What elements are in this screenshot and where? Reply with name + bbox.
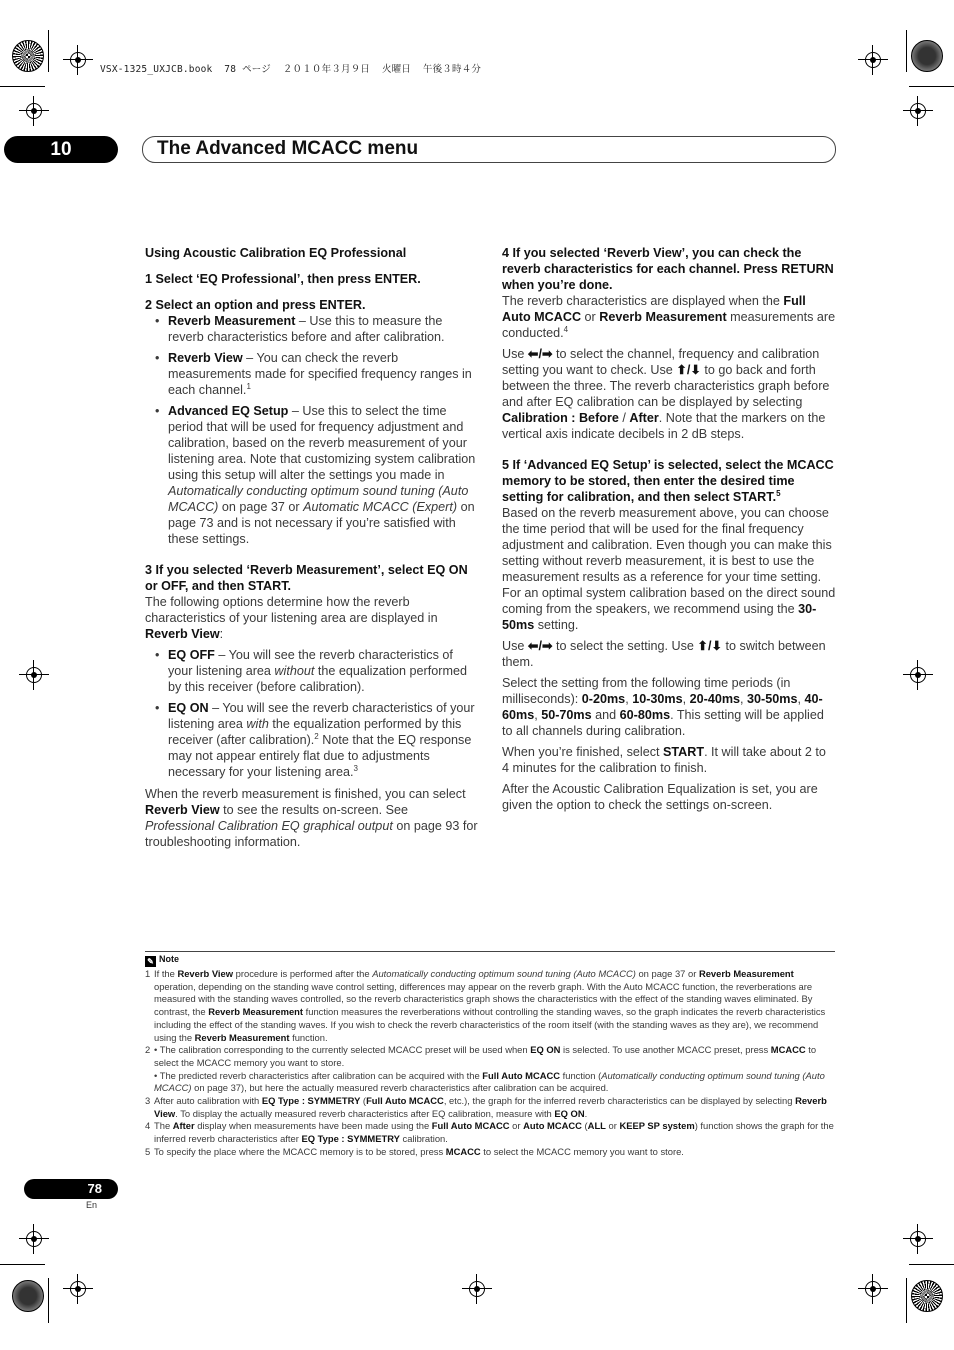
registration-crosshair-icon xyxy=(903,96,933,126)
registration-crosshair-icon xyxy=(63,1274,93,1304)
registration-burst-icon xyxy=(911,1280,943,1312)
footnote-2: 2 • The calibration corresponding to the currently selected MCACC preset will be used when EQ ON is selected. To use another MCACC preset, press MCACC to select the MCACC memory you want to store. • The predicted reverb characteristics after calibration can be acquired with the Full Auto MCACC function (Automatically conducting optimum sound tuning (Auto MCACC) on page 37), but here the actually measured reverb characteristics after calibration can be acquired. xyxy=(145,1044,825,1094)
chapter-title: The Advanced MCACC menu xyxy=(157,138,419,159)
paragraph: Select the setting from the following time periods (in milliseconds): 0-20ms, 10-30ms, 20-40ms, 30-50ms, 40-60ms, 50-70ms and 60-80ms. This setting will be applied to all channels during calibration. xyxy=(502,676,824,738)
step-2: 2 Select an option and press ENTER. xyxy=(145,298,366,312)
notes-divider xyxy=(145,951,835,952)
registration-crosshair-icon xyxy=(858,45,888,75)
footnote-1: 1 If the Reverb View procedure is performed after the Automatically conducting optimum sound tuning (Auto MCACC) on page 37 or Reverb Measurement operation, depending on the standing wave control setting, differences may appear on the reverb graph. With the Auto MCACC function, the reverberations are measured with the standing waves controlled, so the reverb characteristics graph shows the characteristics with the effect of the standing waves eliminated. By contrast, the Reverb Measurement function measures the reverberations without controlling the standing waves, so the graph indicates the reverb characteristics including the effect of the standing waves. If you wish to check the reverb characteristics of the room itself (with the standing waves as they are), we recommend using the Reverb Measurement function. xyxy=(145,968,826,1043)
registration-crosshair-icon xyxy=(63,45,93,75)
page-number: 78 xyxy=(24,1179,118,1199)
bullet-reverb-view: • Reverb View – You can check the reverb measurements made for specified frequency ranges in each channel.$^1$ xyxy=(155,351,472,397)
step-4: 4 If you selected ‘Reverb View’, you can check the reverb characteristics for each channel. Press RETURN when you’re done. xyxy=(502,246,834,292)
crop-mark xyxy=(48,1278,49,1323)
footnote-4: 4 The After display when measurements have been made using the Full Auto MCACC or Auto MCACC (ALL or KEEP SP system) function shows the graph for the inferred reverb characteristics after EQ Type : SYMMETRY calibration. xyxy=(145,1120,834,1145)
left-column xyxy=(145,245,480,855)
bullet-eq-on: • EQ ON – You will see the reverb characteristics of your listening area with the equalization performed by this receiver (after calibration).$^2$ Note that the EQ response may not appear entirely flat due to adjustments necessary for your listening area.$^3$ xyxy=(155,701,475,779)
crop-mark xyxy=(906,30,907,72)
paragraph: When the reverb measurement is finished, you can select Reverb View to see the results on-screen. See Professional Calibration EQ graphical output on page 93 for troubleshooting information. xyxy=(145,787,478,849)
print-job-header: VSX-1325_UXJCB.book 78 ページ ２０１０年３月９日 火曜日 午後３時４分 xyxy=(100,64,482,75)
up-down-arrows-icon: ⬆/⬇ xyxy=(676,363,701,377)
registration-crosshair-icon xyxy=(903,1224,933,1254)
registration-crosshair-icon xyxy=(462,1274,492,1304)
crop-mark xyxy=(909,86,954,87)
registration-burst-icon xyxy=(12,1280,44,1312)
bullet-reverb-measurement: • Reverb Measurement – Use this to measure the reverb characteristics before and after calibration. xyxy=(155,314,445,344)
paragraph: After the Acoustic Calibration Equalization is set, you are given the option to check the settings on-screen. xyxy=(502,782,818,812)
footnote-5: 5 To specify the place where the MCACC memory is to be stored, press MCACC to select the MCACC memory you want to store. xyxy=(145,1145,684,1157)
bullet-eq-off: • EQ OFF – You will see the reverb characteristics of your listening area without the equalization performed by this receiver (before calibration). xyxy=(155,648,467,694)
paragraph: Use ⬅/➡ to select the setting. Use ⬆/⬇ to switch between them. xyxy=(502,639,826,669)
step-1: 1 Select ‘EQ Professional’, then press ENTER. xyxy=(145,272,421,286)
step-5: 5 If ‘Advanced EQ Setup’ is selected, select the MCACC memory to be stored, then enter the desired time setting for calibration, and then select START.$^5$ xyxy=(502,458,834,504)
registration-crosshair-icon xyxy=(19,1224,49,1254)
section-heading: Using Acoustic Calibration EQ Professional xyxy=(145,246,407,260)
right-column xyxy=(502,245,836,818)
paragraph: Based on the reverb measurement above, you can choose the time period that will be used for the final frequency adjustment and calibration. Even though you can make this setting without reverb measurement, it is best to use the measurement results as a reference for your time setting. For an optimal system calibration based on the direct sound coming from the speakers, we recommend using the 30-50ms setting. xyxy=(502,506,836,632)
crop-mark xyxy=(909,1264,954,1265)
registration-crosshair-icon xyxy=(903,660,933,690)
paragraph: When you’re finished, select START. It will take about 2 to 4 minutes for the calibration to finish. xyxy=(502,745,826,775)
language-code: En xyxy=(86,1200,98,1210)
registration-crosshair-icon xyxy=(858,1274,888,1304)
registration-burst-icon xyxy=(911,40,943,72)
paragraph: The following options determine how the reverb characteristics of your listening area are displayed in Reverb View: xyxy=(145,595,438,641)
chapter-number: 10 xyxy=(4,136,118,163)
registration-crosshair-icon xyxy=(19,96,49,126)
up-down-arrows-icon: ⬆/⬇ xyxy=(697,639,723,653)
registration-crosshair-icon xyxy=(19,660,49,690)
left-right-arrows-icon: ⬅/➡ xyxy=(527,347,553,361)
step-3: 3 If you selected ‘Reverb Measurement’, select EQ ON or OFF, and then START. xyxy=(145,563,468,593)
bullet-advanced-eq-setup: • Advanced EQ Setup – Use this to select the time period that will be used for frequency adjustment and calibration, based on the reverb measurement of your listening area. Note that customizing system calibration using this setup will alter the settings you made in Automatically conducting optimum sound tuning (Auto MCACC) on page 37 or Automatic MCACC (Expert) on page 73 and is not necessary if you’re satisfied with these settings. xyxy=(155,404,476,546)
paragraph: The reverb characteristics are displayed when the Full Auto MCACC or Reverb Measurement measurements are conducted.$^4$ xyxy=(502,294,836,340)
crop-mark xyxy=(48,30,49,72)
footnotes xyxy=(145,968,835,1159)
crop-mark xyxy=(0,1264,45,1265)
notes-heading: ✎ Note xyxy=(145,954,179,967)
left-right-arrows-icon: ⬅/➡ xyxy=(527,639,553,653)
footnote-3: 3 After auto calibration with EQ Type : SYMMETRY (Full Auto MCACC, etc.), the graph for the inferred reverb characteristics can be displayed by selecting Reverb View. To display the actually measured reverb characteristics after EQ calibration, measure with EQ ON. xyxy=(145,1095,827,1119)
crop-mark xyxy=(906,1278,907,1323)
paragraph: Use ⬅/➡ to select the channel, frequency and calibration setting you want to check. Use ⬆/⬇ to go back and forth between the three. The reverb characteristics graph before and after EQ calibration can be displayed by selecting Calibration : Before / After. Note that the markers on the vertical axis indicate decibels in 2 dB steps. xyxy=(502,347,830,441)
registration-burst-icon xyxy=(12,40,44,72)
note-pencil-icon: ✎ xyxy=(145,956,156,967)
crop-mark xyxy=(0,86,45,87)
